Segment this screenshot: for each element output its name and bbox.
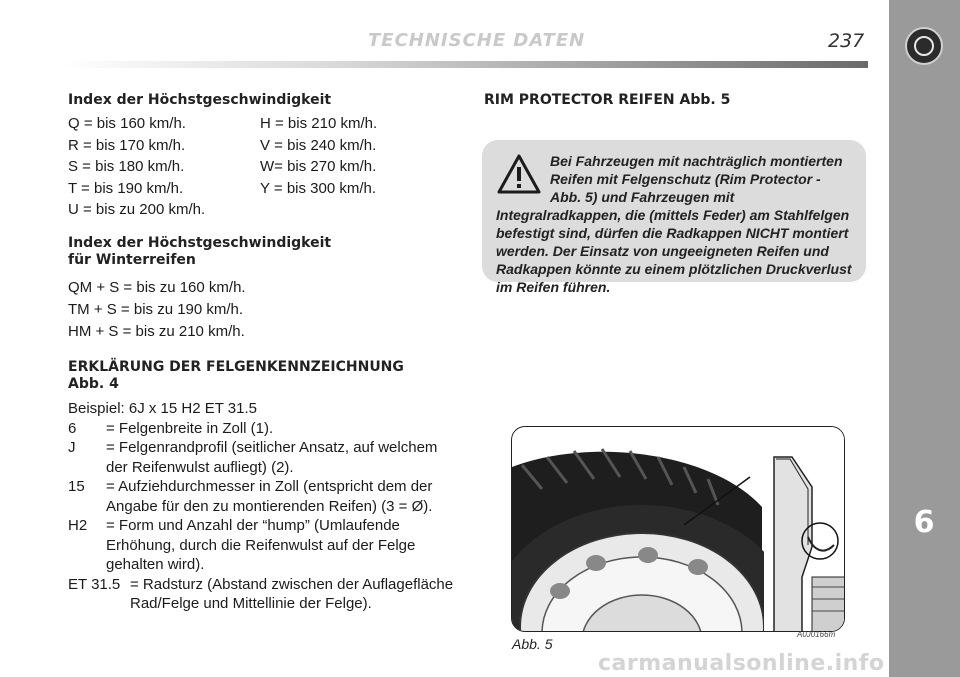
definition-text: = Aufziehdurchmesser in Zoll (entspricht dem der Angabe für den zu montierenden Reifen) (3 = Ø). bbox=[106, 478, 433, 515]
definition-key: H2 bbox=[68, 517, 88, 534]
warning-text: Bei Fahrzeugen mit nachträglich montierten Reifen mit Felgenschutz (Rim Protector - Abb. 5) und Fahrzeugen mit Integralradkappen, die (mittels Feder) am Stahlfelgen befestigt sind, dürfen die Radkappen NICHT montiert werden. Der Einsatz von ungeeigneten Reifen und Radkappen könnte zu einem plötzlichen Druckverlust im Reifen führen. bbox=[496, 153, 852, 295]
definition-row bbox=[68, 516, 460, 575]
definition-key: 15 bbox=[68, 478, 85, 495]
speed-item: Q = bis 160 km/h. bbox=[68, 115, 186, 132]
winter-item: HM + S = bis zu 210 km/h. bbox=[68, 322, 245, 340]
header-rule bbox=[60, 61, 868, 68]
definition-text: = Felgenbreite in Zoll (1). bbox=[106, 419, 274, 437]
definition-row bbox=[68, 438, 460, 477]
chapter-number: 6 bbox=[913, 505, 935, 540]
definition-row bbox=[68, 575, 460, 614]
page-number: 237 bbox=[828, 30, 865, 52]
definition-text: = Radsturz (Abstand zwischen der Auflagefläche Rad/Felge und Mittellinie der Felge). bbox=[130, 575, 454, 612]
rim-marking-heading-1: ERKLÄRUNG DER FELGENKENNZEICHNUNG bbox=[68, 358, 404, 375]
winter-index-heading-2: für Winterreifen bbox=[68, 251, 196, 268]
chapter-sidebar bbox=[889, 0, 960, 677]
speed-item: W= bis 270 km/h. bbox=[260, 158, 377, 175]
winter-index-heading-1: Index der Höchstgeschwindigkeit bbox=[68, 234, 332, 251]
figure-code: A0J0166m bbox=[797, 630, 836, 639]
definition-row bbox=[68, 419, 460, 439]
left-column bbox=[68, 92, 460, 614]
speed-item: T = bis 190 km/h. bbox=[68, 179, 184, 197]
speed-index-heading: Index der Höchstgeschwindigkeit bbox=[68, 92, 332, 108]
definition-key: 6 bbox=[68, 419, 77, 437]
rim-marking-heading-2: Abb. 4 bbox=[68, 375, 119, 392]
speed-item: V = bis 240 km/h. bbox=[260, 136, 377, 154]
definition-row bbox=[68, 477, 460, 516]
figure-rim-protector bbox=[511, 426, 845, 632]
speed-item: U = bis zu 200 km/h. bbox=[68, 201, 206, 218]
speed-index-list bbox=[68, 113, 460, 221]
figure-label: Abb. 5 bbox=[512, 636, 553, 652]
warning-triangle-icon bbox=[496, 152, 542, 198]
winter-item: QM + S = bis zu 160 km/h. bbox=[68, 278, 246, 296]
winter-item: TM + S = bis zu 190 km/h. bbox=[68, 300, 244, 318]
speed-item bbox=[260, 199, 460, 221]
definition-key: J bbox=[68, 439, 76, 456]
watermark: carmanualsonline.info bbox=[598, 651, 885, 676]
warning-box bbox=[482, 140, 866, 295]
tire-illustration bbox=[512, 427, 845, 632]
definition-text: = Felgenrandprofil (seitlicher Ansatz, auf welchem der Reifenwulst aufliegt) (2). bbox=[106, 439, 438, 476]
rim-protector-heading: RIM PROTECTOR REIFEN Abb. 5 bbox=[484, 92, 731, 108]
rim-marking-example: Beispiel: 6J x 15 H2 ET 31.5 bbox=[68, 399, 257, 417]
speed-item: Y = bis 300 km/h. bbox=[260, 179, 377, 197]
header-title: TECHNISCHE DATEN bbox=[368, 30, 586, 51]
speed-item: R = bis 170 km/h. bbox=[68, 136, 186, 154]
definition-text: = Form und Anzahl der “hump” (Umlaufende Erhöhung, durch die Reifenwulst auf der Felge gehalten wird). bbox=[106, 517, 416, 573]
speed-item: S = bis 180 km/h. bbox=[68, 158, 185, 175]
speed-item: H = bis 210 km/h. bbox=[260, 115, 378, 132]
brand-logo-icon bbox=[905, 27, 943, 65]
definition-key: ET 31.5 bbox=[68, 575, 121, 593]
